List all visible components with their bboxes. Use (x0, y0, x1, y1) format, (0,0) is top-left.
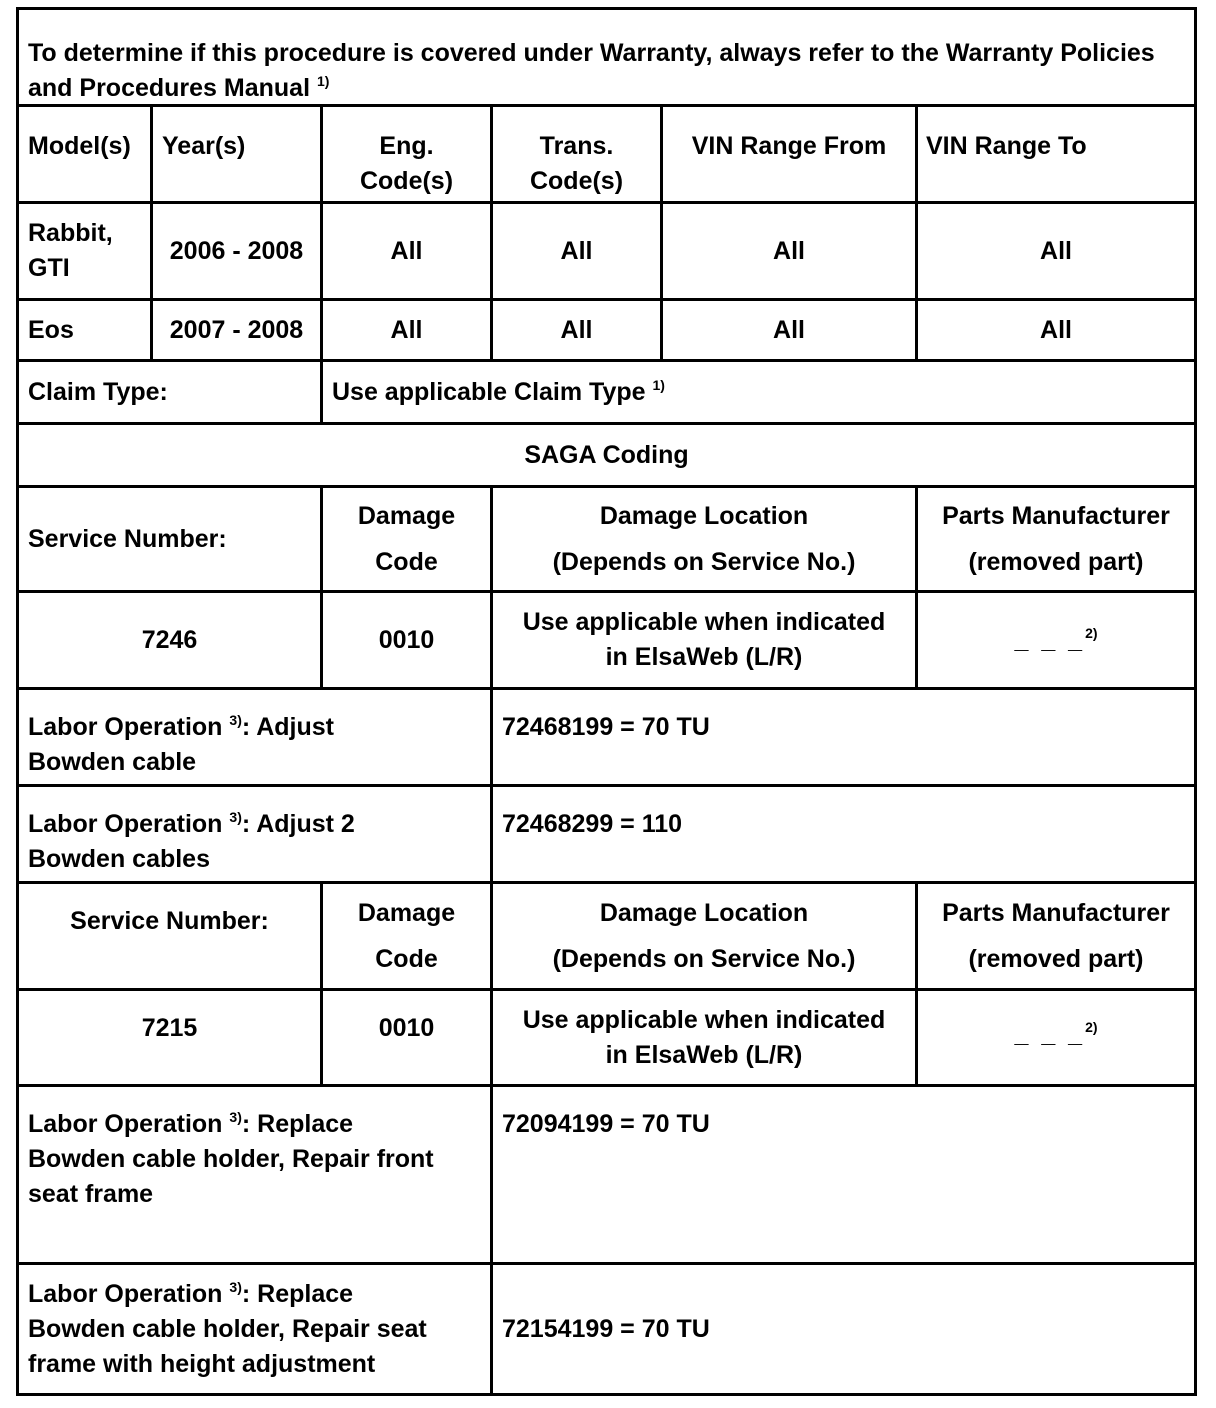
notice-text: To determine if this procedure is covered under Warranty, always refer to the Warranty Policies and Procedures Manual (28, 39, 1155, 102)
table-row-years: 2007 - 2008 (150, 298, 323, 362)
saga-header-service: Service Number: (16, 485, 323, 593)
service-number-7246: 7246 (16, 590, 323, 690)
labor-code-72094199: 72094199 = 70 TU (490, 1084, 1197, 1265)
warranty-notice (16, 7, 1197, 107)
labor-operation-replace-height: Labor Operation $^{3)}$: Replace Bowden cable holder, Repair seat frame with height adjustment (16, 1262, 493, 1396)
saga-header-damage-code: Damage Code (320, 485, 493, 593)
labor-code-72154199: 72154199 = 70 TU (490, 1262, 1197, 1396)
labor-operation-adjust-cable: Labor Operation $^{3)}$: Adjust Bowden cable (16, 687, 493, 787)
table-row-vin-to: All (915, 298, 1197, 362)
table-row-model: Eos (16, 298, 153, 362)
table-row-model: Rabbit, GTI (16, 201, 153, 301)
table-row-trans: All (490, 298, 663, 362)
header-years: Year(s) (150, 104, 323, 204)
saga-header-damage-location: Damage Location (Depends on Service No.) (490, 485, 918, 593)
header-eng-codes: Eng. Code(s) (320, 104, 493, 204)
header-vin-from: VIN Range From (660, 104, 918, 204)
claim-footnote: 1) (652, 376, 665, 393)
header-models: Model(s) (16, 104, 153, 204)
table-row-eng: All (320, 201, 493, 301)
labor-code-72468199: 72468199 = 70 TU (490, 687, 1197, 787)
table-row-years: 2006 - 2008 (150, 201, 323, 301)
table-row-vin-from: All (660, 298, 918, 362)
damage-location: Use applicable when indicated in ElsaWeb (L/R) (490, 988, 918, 1087)
saga-header-parts-manufacturer: Parts Manufacturer (removed part) (915, 881, 1197, 991)
labor-code-72468299: 72468299 = 110 (490, 784, 1197, 884)
saga-header-parts-manufacturer: Parts Manufacturer (removed part) (915, 485, 1197, 593)
notice-footnote: 1) (316, 73, 330, 89)
labor-operation-replace-front: Labor Operation $^{3)}$: Replace Bowden cable holder, Repair front seat frame (16, 1084, 493, 1265)
table-row-eng: All (320, 298, 493, 362)
claim-type-label: Claim Type: (16, 359, 323, 425)
table-row-vin-from: All (660, 201, 918, 301)
table-row-trans: All (490, 201, 663, 301)
damage-code: 0010 (320, 590, 493, 690)
labor-operation-adjust-2-cables: Labor Operation $^{3)}$: Adjust 2 Bowden cables (16, 784, 493, 884)
table-row-vin-to: All (915, 201, 1197, 301)
saga-header-damage-code: Damage Code (320, 881, 493, 991)
saga-header-service: Service Number: (16, 881, 323, 991)
parts-manufacturer: _ _ _$^{2)}$ (915, 590, 1197, 690)
saga-header-damage-location: Damage Location (Depends on Service No.) (490, 881, 918, 991)
service-number-7215: 7215 (16, 988, 323, 1087)
claim-type-value: Use applicable Claim Type $^{1)}$ (320, 359, 1197, 425)
damage-code: 0010 (320, 988, 493, 1087)
damage-location: Use applicable when indicated in ElsaWeb (L/R) (490, 590, 918, 690)
parts-manufacturer: _ _ _$^{2)}$ (915, 988, 1197, 1087)
saga-coding-title: SAGA Coding (16, 422, 1197, 488)
header-vin-to: VIN Range To (915, 104, 1197, 204)
header-trans-codes: Trans. Code(s) (490, 104, 663, 204)
